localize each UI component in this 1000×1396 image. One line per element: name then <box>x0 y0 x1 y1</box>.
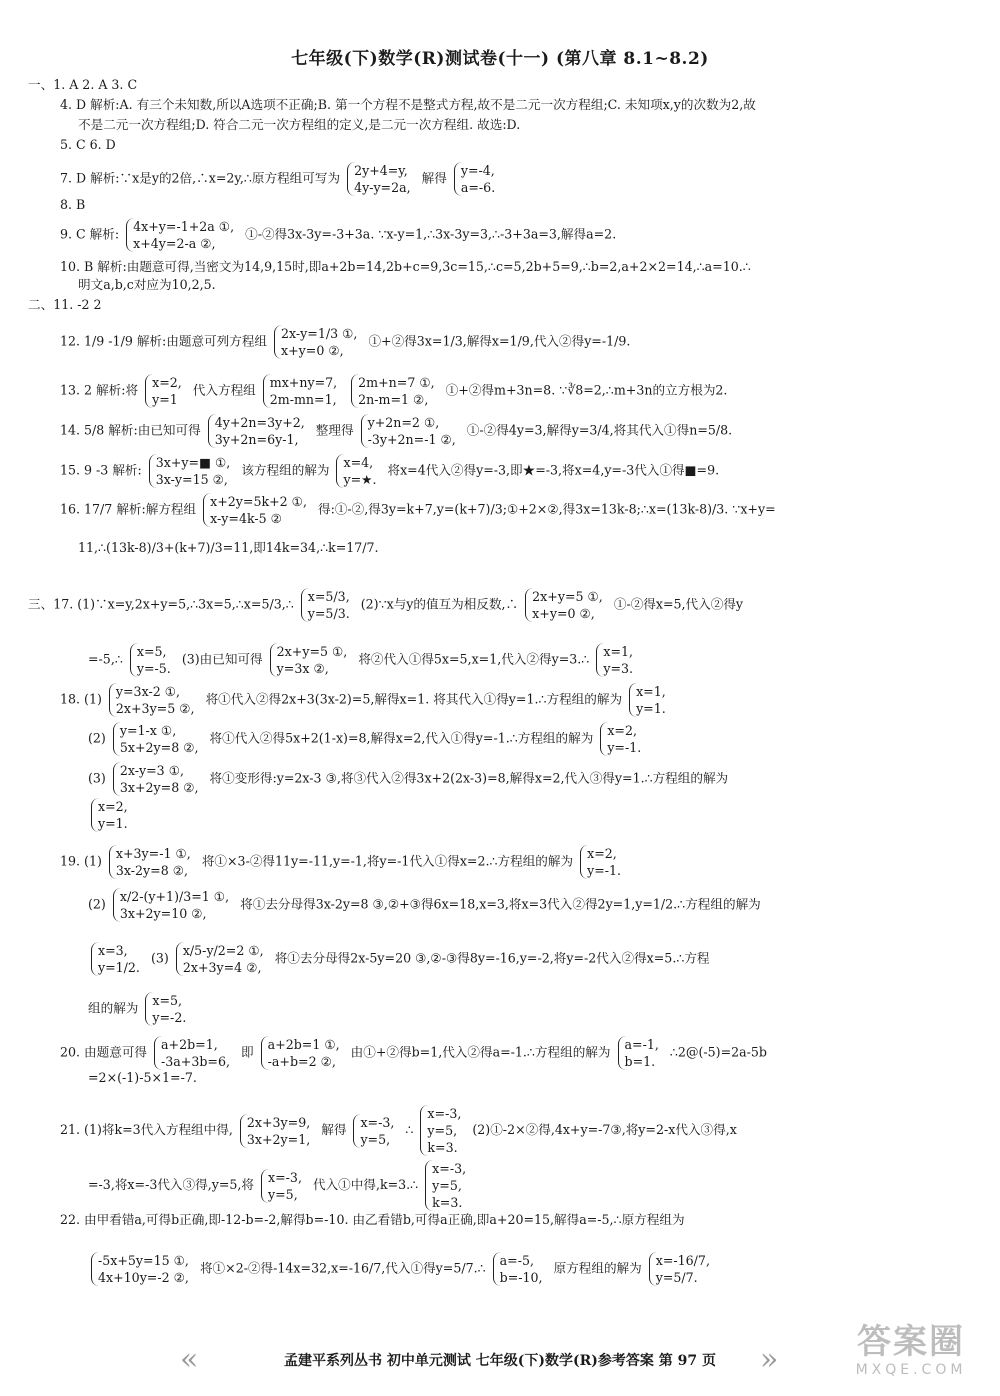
answer-q13: 13. 2 解析:将 x=2, y=1 代入方程组 mx+ny=7, 2m-mn=1, 2m+n=7 ①, 2n-m=1 ②, ①+②得m+3n=8. ∵∛8=2,∴m+3n的立方根为2. <box>60 375 728 407</box>
answer-line: 5. C 6. D <box>60 137 116 152</box>
answer-q14: 14. 5/8 解析:由已知可得 4y+2n=3y+2, 3y+2n=6y-1, 整理得 y+2n=2 ①, -3y+2n=-1 ②, ①-②得4y=3,解得y=3/4,将其代入①得n=5/8. <box>60 415 733 447</box>
answer-q9: 9. C 解析: 4x+y=-1+2a ①, x+4y=2-a ②, ①-②得3x-3y=-3+3a. ∵x-y=1,∴3x-3y=3,∴-3+3a=3,解得a=2. <box>60 219 617 251</box>
answer-q18-1: 18. (1) y=3x-2 ①, 2x+3y=5 ②, 将①代入②得2x+3(3x-2)=5,解得x=1. 将其代入①得y=1.∴方程组的解为 x=1, y=1. <box>60 683 1000 717</box>
answer-line: 11,∴(13k-8)/3+(k+7)/3=11,即14k=34,∴k=17/7. <box>78 540 379 555</box>
answer-line: 二、11. -2 2 <box>28 297 102 312</box>
answer-q22: -5x+5y=15 ①, 4x+10y=-2 ②, 将①×2-②得-14x=32,x=-16/7,代入①得y=5/7.∴ a=-5, b=-10, 原方程组的解为 x=-16/7, y=5/7. <box>88 1252 1000 1286</box>
answer-q17-cont: =-5,∴ x=5, y=-5. (3)由已知可得 2x+y=5 ①, y=3x ②, 将②代入①得5x=5,x=1,代入②得y=3.∴ x=1, y=3. <box>88 643 1000 677</box>
answer-q19-3: x=3, y=1/2. (3) x/5-y/2=2 ①, 2x+3y=4 ②, 将①去分母得2x-5y=20 ③,②-③得8y=-16,y=-2,将y=-2代入②得x=5.∴方程 <box>88 942 1000 976</box>
answer-q18-3-sol: x=2, y=1. <box>88 798 1000 832</box>
answer-line: 10. B 解析:由题意可得,当密文为14,9,15时,即a+2b=14,2b+c=9,3c=15,∴c=5,2b+5=9,∴b=2,a+2×2=14,∴a=10.∴ <box>60 259 751 274</box>
answer-q18-3: (3) 2x-y=3 ①, 3x+2y=8 ②, 将①变形得:y=2x-3 ③,将③代入②得3x+2(2x-3)=8,解得x=2,代入③得y=1.∴方程组的解为 <box>88 763 729 795</box>
answer-q20: 20. 由题意可得 a+2b=1, -3a+3b=6, 即 a+2b=1 ①, -a+b=2 ②, 由①+②得b=1,代入②得a=-1.∴方程组的解为 a=-1, b=1. ∴2@(-5)=2a-5b <box>60 1037 767 1069</box>
answer-q21-cont: =-3,将x=-3代入③得,y=5,将 x=-3, y=5, 代入①中得,k=3.∴ x=-3, y=5, k=3. <box>88 1160 1000 1211</box>
answer-q16: 16. 17/7 解析:解方程组 x+2y=5k+2 ①, x-y=4k-5 ② 得:①-②,得3y=k+7,y=(k+7)/3;①+2×②,得3x=13k-8;∴x=(13k-8)/3. ∵x+y= <box>60 494 776 526</box>
answer-q17: 三、17. (1)∵x=y,2x+y=5,∴3x=5,∴x=5/3,∴ x=5/3, y=5/3. (2)∵x与y的值互为相反数,∴ 2x+y=5 ①, x+y=0 ②, ①-②得x=5,代入②得y <box>28 589 744 621</box>
answer-line: 一、1. A 2. A 3. C <box>28 77 138 92</box>
answer-line: 不是二元一次方程组;D. 符合二元一次方程组的定义,是二元一次方程组. 故选:D. <box>78 117 521 132</box>
answer-line: =2×(-1)-5×1=-7. <box>88 1070 197 1085</box>
answer-q12: 12. 1/9 -1/9 解析:由题意可列方程组 2x-y=1/3 ①, x+y=0 ②, ①+②得3x=1/3,解得x=1/9,代入②得y=-1/9. <box>60 326 631 358</box>
answer-q15: 15. 9 -3 解析: 3x+y=■ ①, 3x-y=15 ②, 该方程组的解为 x=4, y=★. 将x=4代入②得y=-3,即★=-3,将x=4,y=-3代入①得■=9. <box>60 455 720 487</box>
page-footer: 孟建平系列丛书 初中单元测试 七年级(下)数学(R)参考答案 第 97 页 <box>284 1353 716 1369</box>
answer-line: 22. 由甲看错a,可得b正确,即-12-b=-2,解得b=-10. 由乙看错b,可得a正确,即a+20=15,解得a=-5,∴原方程组为 <box>60 1212 685 1227</box>
answer-line: 8. B <box>60 197 86 212</box>
equation-system: 4x+y=-1+2a ①, x+4y=2-a ②, <box>126 218 238 252</box>
answer-q19-3-sol: 组的解为 x=5, y=-2. <box>88 992 1000 1026</box>
answer-line: 明文a,b,c对应为10,2,5. <box>78 277 216 292</box>
equation-system: y=-4, a=-6. <box>454 162 499 196</box>
answer-q19-2: (2) x/2-(y+1)/3=1 ①, 3x+2y=10 ②, 将①去分母得3x-2y=8 ③,②+③得6x=18,x=3,将x=3代入②得2y=1,y=1/2.∴方程组的解为 <box>88 889 761 921</box>
watermark-logo: 答案圈 MXQE.COM <box>855 1322 967 1378</box>
answer-q18-2: (2) y=1-x ①, 5x+2y=8 ②, 将①代入②得5x+2(1-x)=8,解得x=2,代入①得y=-1.∴方程组的解为 x=2, y=-1. <box>88 722 1000 756</box>
chevron-left-icon: « <box>180 1342 199 1377</box>
chevron-right-icon: » <box>760 1342 779 1377</box>
page-title: 七年级(下)数学(R)测试卷(十一) (第八章 8.1~8.2) <box>291 49 709 69</box>
answer-q19-1: 19. (1) x+3y=-1 ①, 3x-2y=8 ②, 将①×3-②得11y=-11,y=-1,将y=-1代入①得x=2.∴方程组的解为 x=2, y=-1. <box>60 845 1000 879</box>
equation-system: 2y+4=y, 4y-y=2a, <box>347 162 415 196</box>
equation-system: 2x-y=1/3 ①, x+y=0 ②, <box>274 325 361 359</box>
answer-q21: 21. (1)将k=3代入方程组中得, 2x+3y=9, 3x+2y=1, 解得 x=-3, y=5, ∴ x=-3, y=5, k=3. (2)①-2×②得,4x+y=-7③,将y=2-x代入③得,x <box>60 1106 737 1155</box>
answer-line: 4. D 解析:A. 有三个未知数,所以A选项不正确;B. 第一个方程不是整式方程,故不是二元一次方程组;C. 未知项x,y的次数为2,故 <box>60 97 756 112</box>
answer-q7: 7. D 解析:∵x是y的2倍,∴x=2y,∴原方程组可写为 2y+4=y, 4y-y=2a, 解得 y=-4, a=-6. <box>60 162 1000 196</box>
